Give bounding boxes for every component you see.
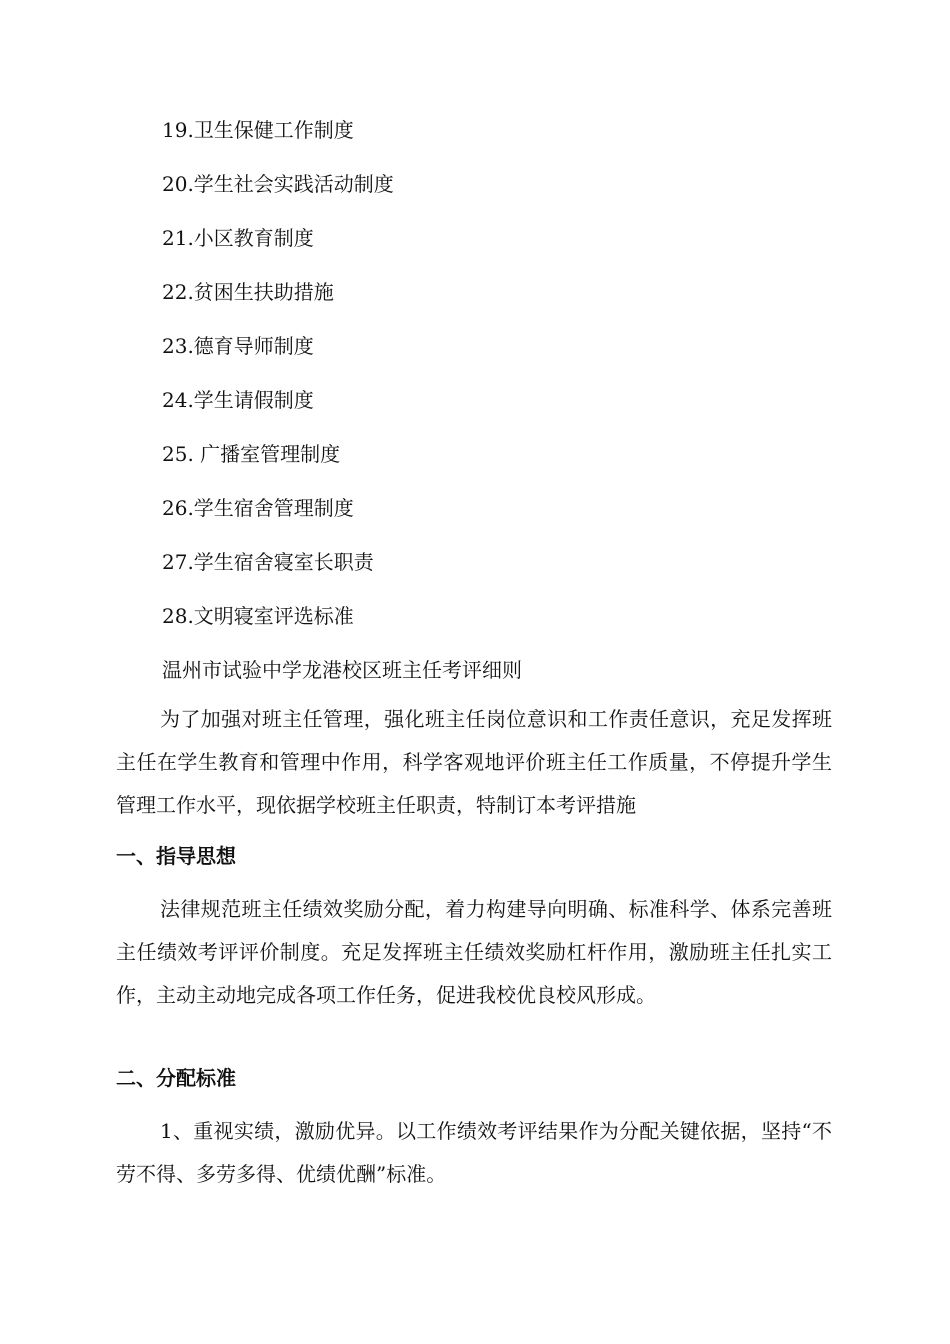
list-item: 25. 广播室管理制度 xyxy=(162,442,341,466)
section-heading-guiding-idea: 一、指导思想 xyxy=(116,844,236,868)
list-item: 26.学生宿舍管理制度 xyxy=(162,496,354,520)
section-paragraph-guiding-idea: 法律规范班主任绩效奖励分配，着力构建导向明确、标准科学、体系完善班主任绩效考评评价制度。充足发挥班主任绩效奖励杠杆作用，激励班主任扎实工作，主动主动地完成各项工作任务，促进我校优良校风形成。 xyxy=(116,897,832,1007)
document-title: 温州市试验中学龙港校区班主任考评细则 xyxy=(162,658,522,682)
list-item: 21.小区教育制度 xyxy=(162,226,314,250)
list-item: 28.文明寝室评选标准 xyxy=(162,604,354,628)
list-item: 20.学生社会实践活动制度 xyxy=(162,172,394,196)
list-item: 24.学生请假制度 xyxy=(162,388,314,412)
list-item: 19.卫生保健工作制度 xyxy=(162,118,354,142)
list-item: 27.学生宿舍寝室长职责 xyxy=(162,550,374,574)
section-paragraph-distribution-standard: 1、重视实绩，激励优异。以工作绩效考评结果作为分配关键依据，坚持“不劳不得、多劳多得、优绩优酬”标准。 xyxy=(116,1119,832,1186)
intro-paragraph: 为了加强对班主任管理，强化班主任岗位意识和工作责任意识，充足发挥班主任在学生教育和管理中作用，科学客观地评价班主任工作质量，不停提升学生管理工作水平，现依据学校班主任职责，特制订本考评措施 xyxy=(116,707,832,817)
list-item: 23.德育导师制度 xyxy=(162,334,314,358)
list-item: 22.贫困生扶助措施 xyxy=(162,280,334,304)
section-heading-distribution-standard: 二、分配标准 xyxy=(116,1066,236,1090)
